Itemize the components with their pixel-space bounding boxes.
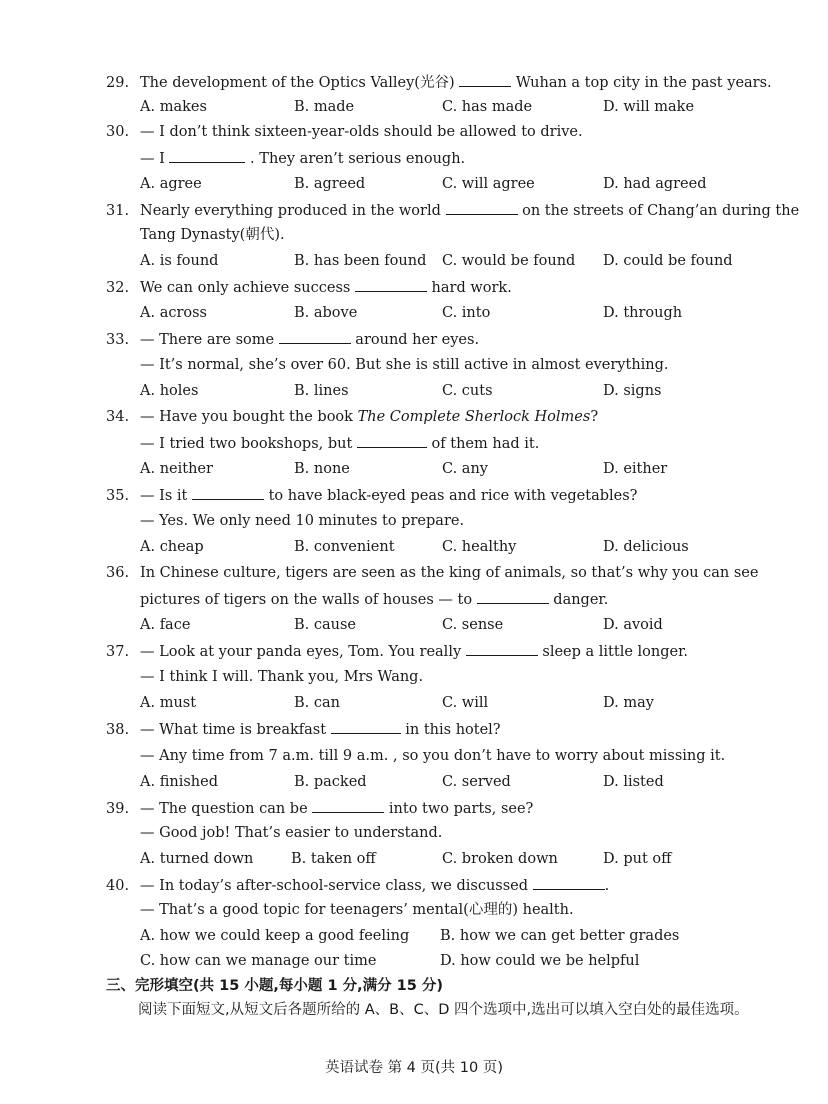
options-30 (140, 174, 790, 194)
question-text: . They aren’t serious enough. (245, 151, 466, 167)
option-b: B. taken off (291, 851, 376, 867)
option-d: D. could be found (603, 253, 733, 269)
options-38 (140, 772, 790, 792)
option-d: D. will make (603, 99, 695, 115)
option-d: D. delicious (603, 539, 689, 555)
question-text: of them had it. (426, 436, 540, 452)
question-37-line-2 (140, 667, 423, 687)
question-text: hard work. (426, 280, 512, 296)
option-b: B. convenient (294, 539, 395, 555)
answer-blank (466, 641, 538, 656)
answer-blank (357, 433, 427, 448)
question-38 (106, 719, 501, 740)
option-a: A. cheap (140, 539, 204, 555)
option-d: D. how could we be helpful (440, 953, 640, 969)
option-c: C. cuts (442, 383, 493, 399)
question-text: — Yes. We only need 10 minutes to prepare. (140, 513, 465, 529)
question-text: danger. (548, 592, 609, 608)
option-b: B. packed (294, 774, 367, 790)
option-a: A. is found (140, 253, 219, 269)
question-text: sleep a little longer. (537, 644, 689, 660)
question-35 (106, 485, 637, 506)
book-title: The Complete Sherlock Holmes (357, 409, 591, 425)
question-text: Nearly everything produced in the world (140, 203, 446, 219)
answer-blank (169, 148, 245, 163)
option-b: B. lines (294, 383, 349, 399)
option-d: D. listed (603, 774, 664, 790)
question-32 (106, 277, 512, 298)
option-d: D. may (603, 695, 654, 711)
question-text: in this hotel? (400, 722, 501, 738)
question-number: 32. (106, 280, 130, 296)
question-text: — That’s a good topic for teenagers’ mental(心理的) health. (140, 902, 574, 918)
options-37 (140, 693, 790, 713)
option-d: D. either (603, 461, 668, 477)
question-text: — Have you bought the book (140, 409, 358, 425)
answer-blank (459, 72, 511, 87)
question-35-line-2 (140, 511, 464, 531)
option-b: B. none (294, 461, 350, 477)
question-text: The development of the Optics Valley(光谷) (140, 75, 460, 91)
question-number: 31. (106, 203, 130, 219)
question-36-line-2 (140, 589, 608, 610)
page-footer: 英语试卷 第 4 页(共 10 页) (324, 1060, 504, 1076)
option-a: A. must (140, 695, 197, 711)
option-b: B. can (294, 695, 340, 711)
question-37 (106, 641, 688, 662)
question-number: 34. (106, 409, 130, 425)
option-a: A. makes (140, 99, 207, 115)
option-a: A. agree (140, 176, 202, 192)
question-number: 30. (106, 124, 130, 140)
option-c: C. any (442, 461, 488, 477)
question-text: — The question can be (140, 801, 313, 817)
question-text: — I (140, 151, 170, 167)
question-text: — What time is breakfast (140, 722, 331, 738)
question-text: ? (590, 409, 599, 425)
option-c: C. served (442, 774, 511, 790)
option-b: B. agreed (294, 176, 366, 192)
question-number: 39. (106, 801, 130, 817)
option-a: A. how we could keep a good feeling (140, 928, 410, 944)
option-c: C. broken down (442, 851, 558, 867)
question-30 (106, 122, 583, 142)
question-36 (106, 563, 758, 583)
question-number: 38. (106, 722, 130, 738)
option-a: A. finished (140, 774, 218, 790)
question-number: 35. (106, 488, 130, 504)
section-title: 三、完形填空(共 15 小题,每小题 1 分,满分 15 分) (106, 978, 444, 994)
option-d: D. avoid (603, 617, 663, 633)
option-b: B. above (294, 305, 358, 321)
section-instructions: 阅读下面短文,从短文后各题所给的 A、B、C、D 四个选项中,选出可以填入空白处的最佳选项。 (138, 1002, 749, 1018)
options-40-row-2 (140, 951, 790, 971)
question-text: around her eyes. (350, 332, 480, 348)
option-c: C. healthy (442, 539, 517, 555)
options-33 (140, 381, 790, 401)
answer-blank (192, 485, 264, 500)
option-d: D. signs (603, 383, 662, 399)
option-b: B. cause (294, 617, 357, 633)
option-b: B. how we can get better grades (440, 928, 680, 944)
question-text: pictures of tigers on the walls of houses — to (140, 592, 477, 608)
options-39 (140, 849, 790, 869)
question-text: — Look at your panda eyes, Tom. You really (140, 644, 466, 660)
option-c: C. will (442, 695, 489, 711)
question-39-line-2 (140, 823, 442, 843)
option-a: A. holes (140, 383, 199, 399)
option-c: C. would be found (442, 253, 576, 269)
options-40-row-1 (140, 926, 790, 946)
question-text: Wuhan a top city in the past years. (511, 75, 772, 91)
question-text: into two parts, see? (384, 801, 534, 817)
question-38-line-2 (140, 746, 725, 766)
question-30-line-2 (140, 148, 465, 169)
question-text: — There are some (140, 332, 279, 348)
options-35 (140, 537, 790, 557)
option-d: D. through (603, 305, 683, 321)
option-c: C. has made (442, 99, 533, 115)
option-c: C. into (442, 305, 491, 321)
option-b: B. has been found (294, 253, 427, 269)
answer-blank (331, 719, 401, 734)
options-34 (140, 459, 790, 479)
option-c: C. sense (442, 617, 504, 633)
question-text: — Is it (140, 488, 192, 504)
question-40-line-2 (140, 900, 574, 920)
question-text: — I think I will. Thank you, Mrs Wang. (140, 669, 424, 685)
question-text: . (604, 878, 610, 894)
question-text: We can only achieve success (140, 280, 355, 296)
answer-blank (533, 875, 605, 890)
answer-blank (279, 329, 351, 344)
question-text: — In today’s after-school-service class, we discussed (140, 878, 533, 894)
question-text: to have black-eyed peas and rice with vegetables? (263, 488, 638, 504)
option-b: B. made (294, 99, 355, 115)
question-text: — I don’t think sixteen-year-olds should be allowed to drive. (140, 124, 583, 140)
options-31 (140, 251, 790, 271)
option-a: A. across (140, 305, 207, 321)
option-c: C. how can we manage our time (140, 953, 377, 969)
question-text: on the streets of Chang’an during the (517, 203, 800, 219)
question-31 (106, 200, 799, 221)
options-32 (140, 303, 790, 323)
answer-blank (446, 200, 518, 215)
answer-blank (312, 798, 384, 813)
options-29 (140, 97, 790, 117)
question-number: 33. (106, 332, 130, 348)
question-text: — Good job! That’s easier to understand. (140, 825, 443, 841)
question-33 (106, 329, 479, 350)
question-text: — It’s normal, she’s over 60. But she is still active in almost everything. (140, 357, 669, 373)
question-number: 29. (106, 75, 130, 91)
options-36 (140, 615, 790, 635)
question-number: 40. (106, 878, 130, 894)
question-40 (106, 875, 609, 896)
question-text: Tang Dynasty(朝代). (140, 227, 285, 243)
answer-blank (355, 277, 427, 292)
question-number: 36. (106, 565, 130, 581)
question-29 (106, 72, 772, 93)
option-d: D. had agreed (603, 176, 707, 192)
question-39 (106, 798, 533, 819)
option-c: C. will agree (442, 176, 535, 192)
question-text: In Chinese culture, tigers are seen as the king of animals, so that’s why you can see (140, 565, 759, 581)
question-text: — Any time from 7 a.m. till 9 a.m. , so you don’t have to worry about missing it. (140, 748, 726, 764)
option-a: A. turned down (140, 851, 254, 867)
question-34-line-2 (140, 433, 539, 454)
answer-blank (477, 589, 549, 604)
option-a: A. face (140, 617, 191, 633)
question-text: — I tried two bookshops, but (140, 436, 357, 452)
question-34 (106, 407, 598, 427)
option-d: D. put off (603, 851, 672, 867)
question-31-line-2 (140, 225, 285, 245)
question-number: 37. (106, 644, 130, 660)
question-33-line-2 (140, 355, 669, 375)
option-a: A. neither (140, 461, 213, 477)
